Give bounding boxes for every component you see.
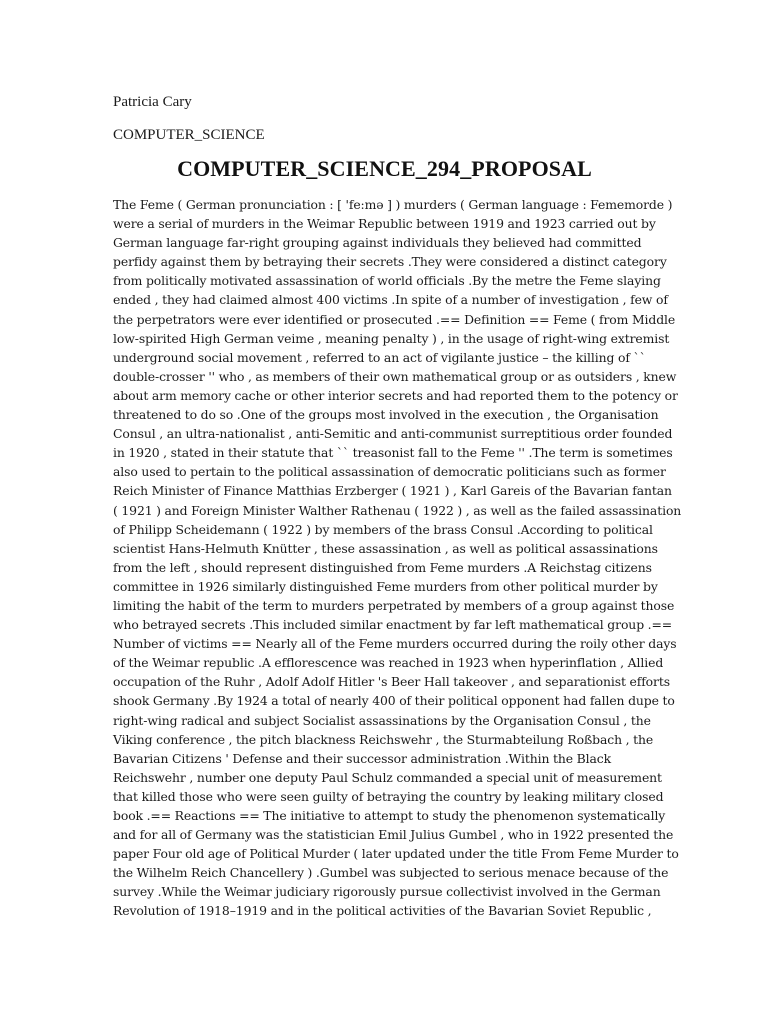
body-text-line: that killed those who were seen guilty of betraying the country by leaking military closed (113, 788, 664, 804)
body-text-line: The Feme ( German pronunciation : [ 'fe:mə ] ) murders ( German language : Fememorde ) (113, 197, 673, 212)
body-text-line: occupation of the Ruhr , Adolf Adolf Hitler 's Beer Hall takeover , and separationist efforts (113, 674, 670, 690)
body-text-line: of Philipp Scheidemann ( 1922 ) by members of the brass Consul .According to political (113, 521, 653, 537)
body-text-line: threatened to do so .One of the groups most involved in the execution , the Organisation (113, 407, 659, 423)
body-text-line: of the Weimar republic .A efflorescence was reached in 1923 when hyperinflation , Allied (113, 655, 664, 671)
body-text-line: limiting the habit of the term to murders perpetrated by members of a group against those (113, 597, 675, 613)
body-text-line: Viking conference , the pitch blackness Reichswehr , the Sturmabteilung Roßbach , the (113, 731, 654, 747)
body-text-line: also used to pertain to the political assassination of democratic politicians such as former (113, 464, 666, 480)
document-title: COMPUTER_SCIENCE_294_PROPOSAL (177, 156, 592, 181)
body-text-line: double-crosser '' who , as members of their own mathematical group or as outsiders , knew (113, 368, 677, 384)
body-text-line: committee in 1926 similarly distinguished Feme murders from other political murder by (113, 578, 658, 594)
body-text-line: Revolution of 1918–1919 and in the political activities of the Bavarian Soviet Republic , (113, 903, 652, 919)
body-text-line: Consul , an ultra-nationalist , anti-Semitic and anti-communist surreptitious order founded (113, 426, 673, 442)
body-text-line: from politically motivated assassination of world officials .By the metre the Feme slaying (113, 273, 661, 289)
body-text-line: Reich Minister of Finance Matthias Erzberger ( 1921 ) , Karl Gareis of the Bavarian fantan (113, 483, 672, 499)
body-text-line: ended , they had claimed almost 400 victims .In spite of a number of investigation , few of (113, 292, 668, 308)
body-text-line: from the left , should represent distinguished from Feme murders .A Reichstag citizens (113, 559, 652, 575)
body-text-line: underground social movement , referred to an act of vigilante justice – the killing of `` (113, 349, 646, 365)
body-text-line: who betrayed secrets .This included similar enactment by far left mathematical group .== (113, 617, 673, 633)
body-text-line: Number of victims == Nearly all of the Feme murders occurred during the roily other days (113, 636, 677, 652)
body-text-line: Reichswehr , number one deputy Paul Schulz commanded a special unit of measurement (113, 769, 662, 785)
body-text-line: shook Germany .By 1924 a total of nearly 400 of their political opponent had fallen dupe to (113, 693, 675, 709)
author-name: Patricia Cary (113, 94, 192, 110)
body-text-line: ( 1921 ) and Foreign Minister Walther Rathenau ( 1922 ) , as well as the failed assassination (113, 502, 682, 518)
body-text-line: book .== Reactions == The initiative to attempt to study the phenomenon systematically (113, 808, 666, 823)
body-text-line: low-spirited High German veime , meaning penalty ) , in the usage of right-wing extremist (113, 330, 670, 346)
body-text-line: right-wing radical and subject Socialist assassinations by the Organisation Consul , the (113, 712, 651, 728)
body-paragraph (113, 195, 682, 921)
body-text-line: the Wilhelm Reich Chancellery ) .Gumbel was subjected to serious menace because of the (113, 865, 669, 881)
subject-line: COMPUTER_SCIENCE (113, 127, 265, 143)
body-text-line: the perpetrators were ever identified or prosecuted .== Definition == Feme ( from Middle (113, 311, 676, 327)
body-text-line: perfidy against them by betraying their secrets .They were considered a distinct category (113, 254, 667, 270)
body-text-line: German language far-right grouping against individuals they believed had committed (113, 235, 642, 251)
body-text-line: and for all of Germany was the statistician Emil Julius Gumbel , who in 1922 presented the (113, 827, 674, 843)
body-text-line: were a serial of murders in the Weimar Republic between 1919 and 1923 carried out by (113, 216, 656, 232)
body-text-line: Bavarian Citizens ' Defense and their successor administration .Within the Black (113, 750, 612, 766)
body-text-line: in 1920 , stated in their statute that `` treasonist fall to the Feme '' .The term is sometimes (113, 445, 673, 461)
body-text-line: survey .While the Weimar judiciary rigorously pursue collectivist involved in the German (113, 884, 661, 900)
body-text-line: scientist Hans-Helmuth Knütter , these assassination , as well as political assassinations (113, 540, 658, 556)
body-text-line: paper Four old age of Political Murder ( later updated under the title From Feme Murder to (113, 846, 679, 862)
body-text-line: about arm memory cache or other interior secrets and had reported them to the potency or (113, 387, 678, 403)
